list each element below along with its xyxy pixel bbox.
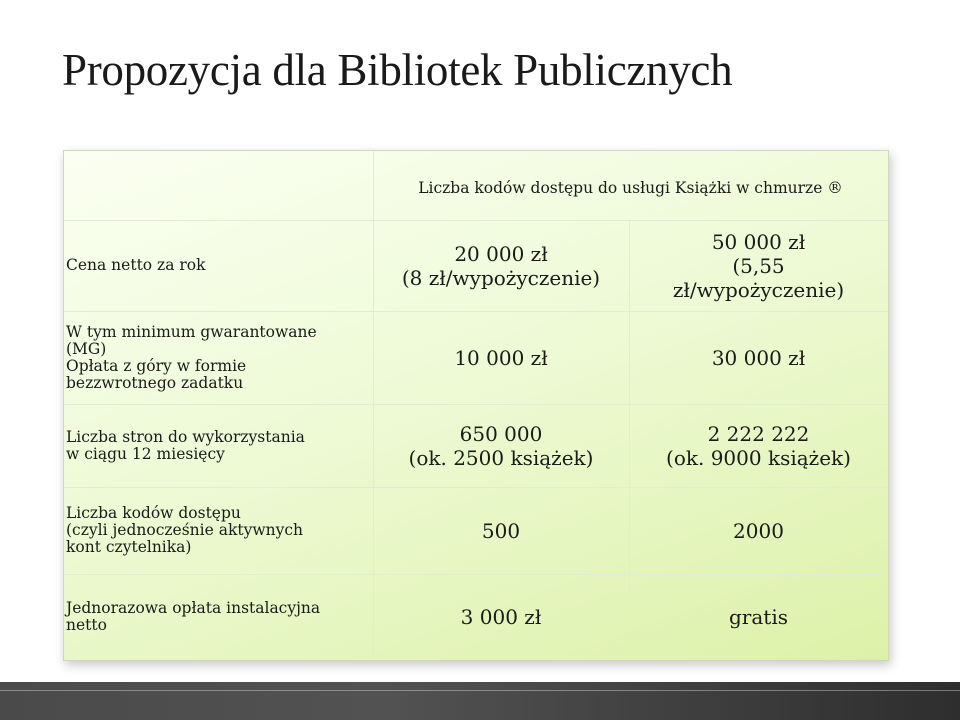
row-label-text: Liczba stron do wykorzystania w ciągu 12 miesięcy bbox=[66, 427, 305, 463]
cell-value-text: 500 bbox=[481, 518, 521, 543]
cell-value bbox=[373, 574, 629, 660]
column-group-header-text: Liczba kodów dostępu do usługi Książki w chmurze ® bbox=[418, 178, 843, 197]
cell-value-text: 2 222 222 (ok. 9000 książek) bbox=[666, 421, 851, 470]
row-label-text: W tym minimum gwarantowane (MG) Opłata z góry w formie bezzwrotnego zadatku bbox=[66, 322, 317, 392]
cell-value bbox=[629, 574, 888, 660]
column-group-header bbox=[373, 151, 888, 220]
cell-value bbox=[629, 220, 888, 311]
cell-value bbox=[373, 311, 629, 404]
cell-value-text: 2000 bbox=[733, 518, 784, 543]
row-label-liczba-stron bbox=[64, 404, 373, 487]
row-label-oplata-instalacyjna bbox=[64, 574, 373, 660]
cell-value bbox=[629, 404, 888, 487]
row-label-text: Liczba kodów dostępu (czyli jednocześnie aktywnych kont czytelnika) bbox=[66, 504, 304, 556]
cell-value-text: 3 000 zł bbox=[460, 605, 542, 629]
row-label-liczba-kodow bbox=[64, 487, 373, 574]
row-label-cena-netto bbox=[64, 220, 373, 311]
pricing-table bbox=[63, 150, 889, 661]
cell-value-text: 50 000 zł (5,55 zł/wypożyczenie) bbox=[672, 229, 845, 302]
cell-value-text: 10 000 zł bbox=[454, 345, 548, 370]
cell-value-text: 650 000 (ok. 2500 książek) bbox=[408, 421, 594, 470]
footer-accent-line bbox=[0, 690, 960, 691]
cell-value-text: 30 000 zł bbox=[711, 345, 806, 370]
cell-value bbox=[373, 404, 629, 487]
row-label-minimum-gwarantowane bbox=[64, 311, 373, 404]
row-label-text: Cena netto za rok bbox=[66, 256, 206, 274]
cell-value-text: 20 000 zł (8 zł/wypożyczenie) bbox=[401, 241, 601, 290]
row-label-text: Jednorazowa opłata instalacyjna netto bbox=[66, 599, 321, 634]
cell-value bbox=[373, 487, 629, 574]
cell-value-text: gratis bbox=[729, 605, 788, 629]
slide-title: Propozycja dla Bibliotek Publicznych bbox=[62, 45, 733, 95]
header-empty-cell bbox=[64, 151, 373, 220]
footer-bar bbox=[0, 682, 960, 720]
cell-value bbox=[629, 311, 888, 404]
cell-value bbox=[373, 220, 629, 311]
cell-value bbox=[629, 487, 888, 574]
